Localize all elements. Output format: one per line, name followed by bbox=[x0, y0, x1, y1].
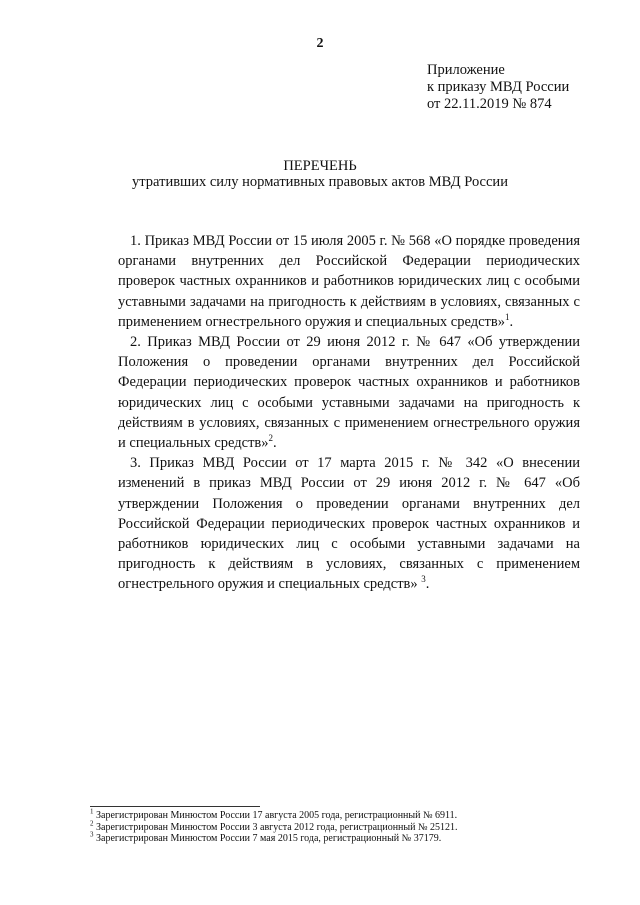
footnote bbox=[90, 819, 570, 834]
footnote-ref: 1 bbox=[504, 311, 510, 322]
footnote-separator bbox=[90, 806, 260, 807]
list-item bbox=[118, 453, 580, 594]
footnote bbox=[90, 807, 570, 822]
list-item-text: 1. Приказ МВД России от 15 июля 2005 г. № 568 «О порядке проведения органами внутренних дел Российской Федерации периодических проверок частных охранников и работников юридических лиц с особыми уставными задачами на пригодность к действиям в условиях, связанных с применением огнестрельного оружия и специальных средств» bbox=[118, 233, 580, 330]
footnote-text: Зарегистрирован Минюстом России 17 августа 2005 года, регистрационный № 6911. bbox=[93, 810, 458, 821]
appendix-line-2: к приказу МВД России bbox=[427, 79, 570, 95]
document-title: ПЕРЕЧЕНЬ bbox=[283, 158, 357, 174]
list-item-tail: . bbox=[273, 435, 277, 452]
footnote-text: Зарегистрирован Минюстом России 7 мая 2015 года, регистрационный № 37179. bbox=[93, 833, 442, 844]
list-body bbox=[118, 231, 580, 595]
page-number: 2 bbox=[316, 36, 324, 51]
footnote-ref: 3 bbox=[421, 574, 426, 585]
appendix-line-1: Приложение bbox=[427, 62, 505, 78]
footnote-mark: 1 bbox=[90, 807, 94, 816]
appendix-line-3: от 22.11.2019 № 874 bbox=[427, 96, 552, 112]
list-item-tail: . bbox=[509, 313, 514, 330]
footnote-mark: 2 bbox=[90, 819, 94, 828]
list-item bbox=[118, 332, 580, 453]
list-item bbox=[118, 231, 580, 332]
document-subtitle: утративших силу нормативных правовых актов МВД России bbox=[132, 174, 508, 190]
footnote bbox=[90, 830, 570, 845]
footnote-mark: 3 bbox=[90, 830, 94, 839]
footnote-ref: 2 bbox=[268, 433, 274, 444]
list-item-tail: . bbox=[425, 576, 430, 593]
footnote-text: Зарегистрирован Минюстом России 3 августа 2012 года, регистрационный № 25121. bbox=[93, 821, 458, 833]
appendix-block bbox=[427, 62, 627, 113]
list-item-text: 3. Приказ МВД России от 17 марта 2015 г. № 342 «О внесении изменений в приказ МВД России от 29 июня 2012 г. № 647 «Об утверждении Положения о проведении органами внутренних дел Российской Федерации периодических проверок частных охранников и работников юридических лиц с особыми уставными задачами на пригодность к действиям в условиях, связанных с применением огнестрельного оружия и специальных средств» bbox=[118, 455, 580, 593]
list-item-text: 2. Приказ МВД России от 29 июня 2012 г. № 647 «Об утверждении Положения о проведении органами внутренних дел Российской Федерации периодических проверок частных охранников и работников юридических лиц с особыми уставными задачами на пригодность к действиям в условиях, связанных с применением огнестрельного оружия и специальных средств» bbox=[118, 334, 580, 452]
footnotes-section bbox=[90, 806, 570, 845]
